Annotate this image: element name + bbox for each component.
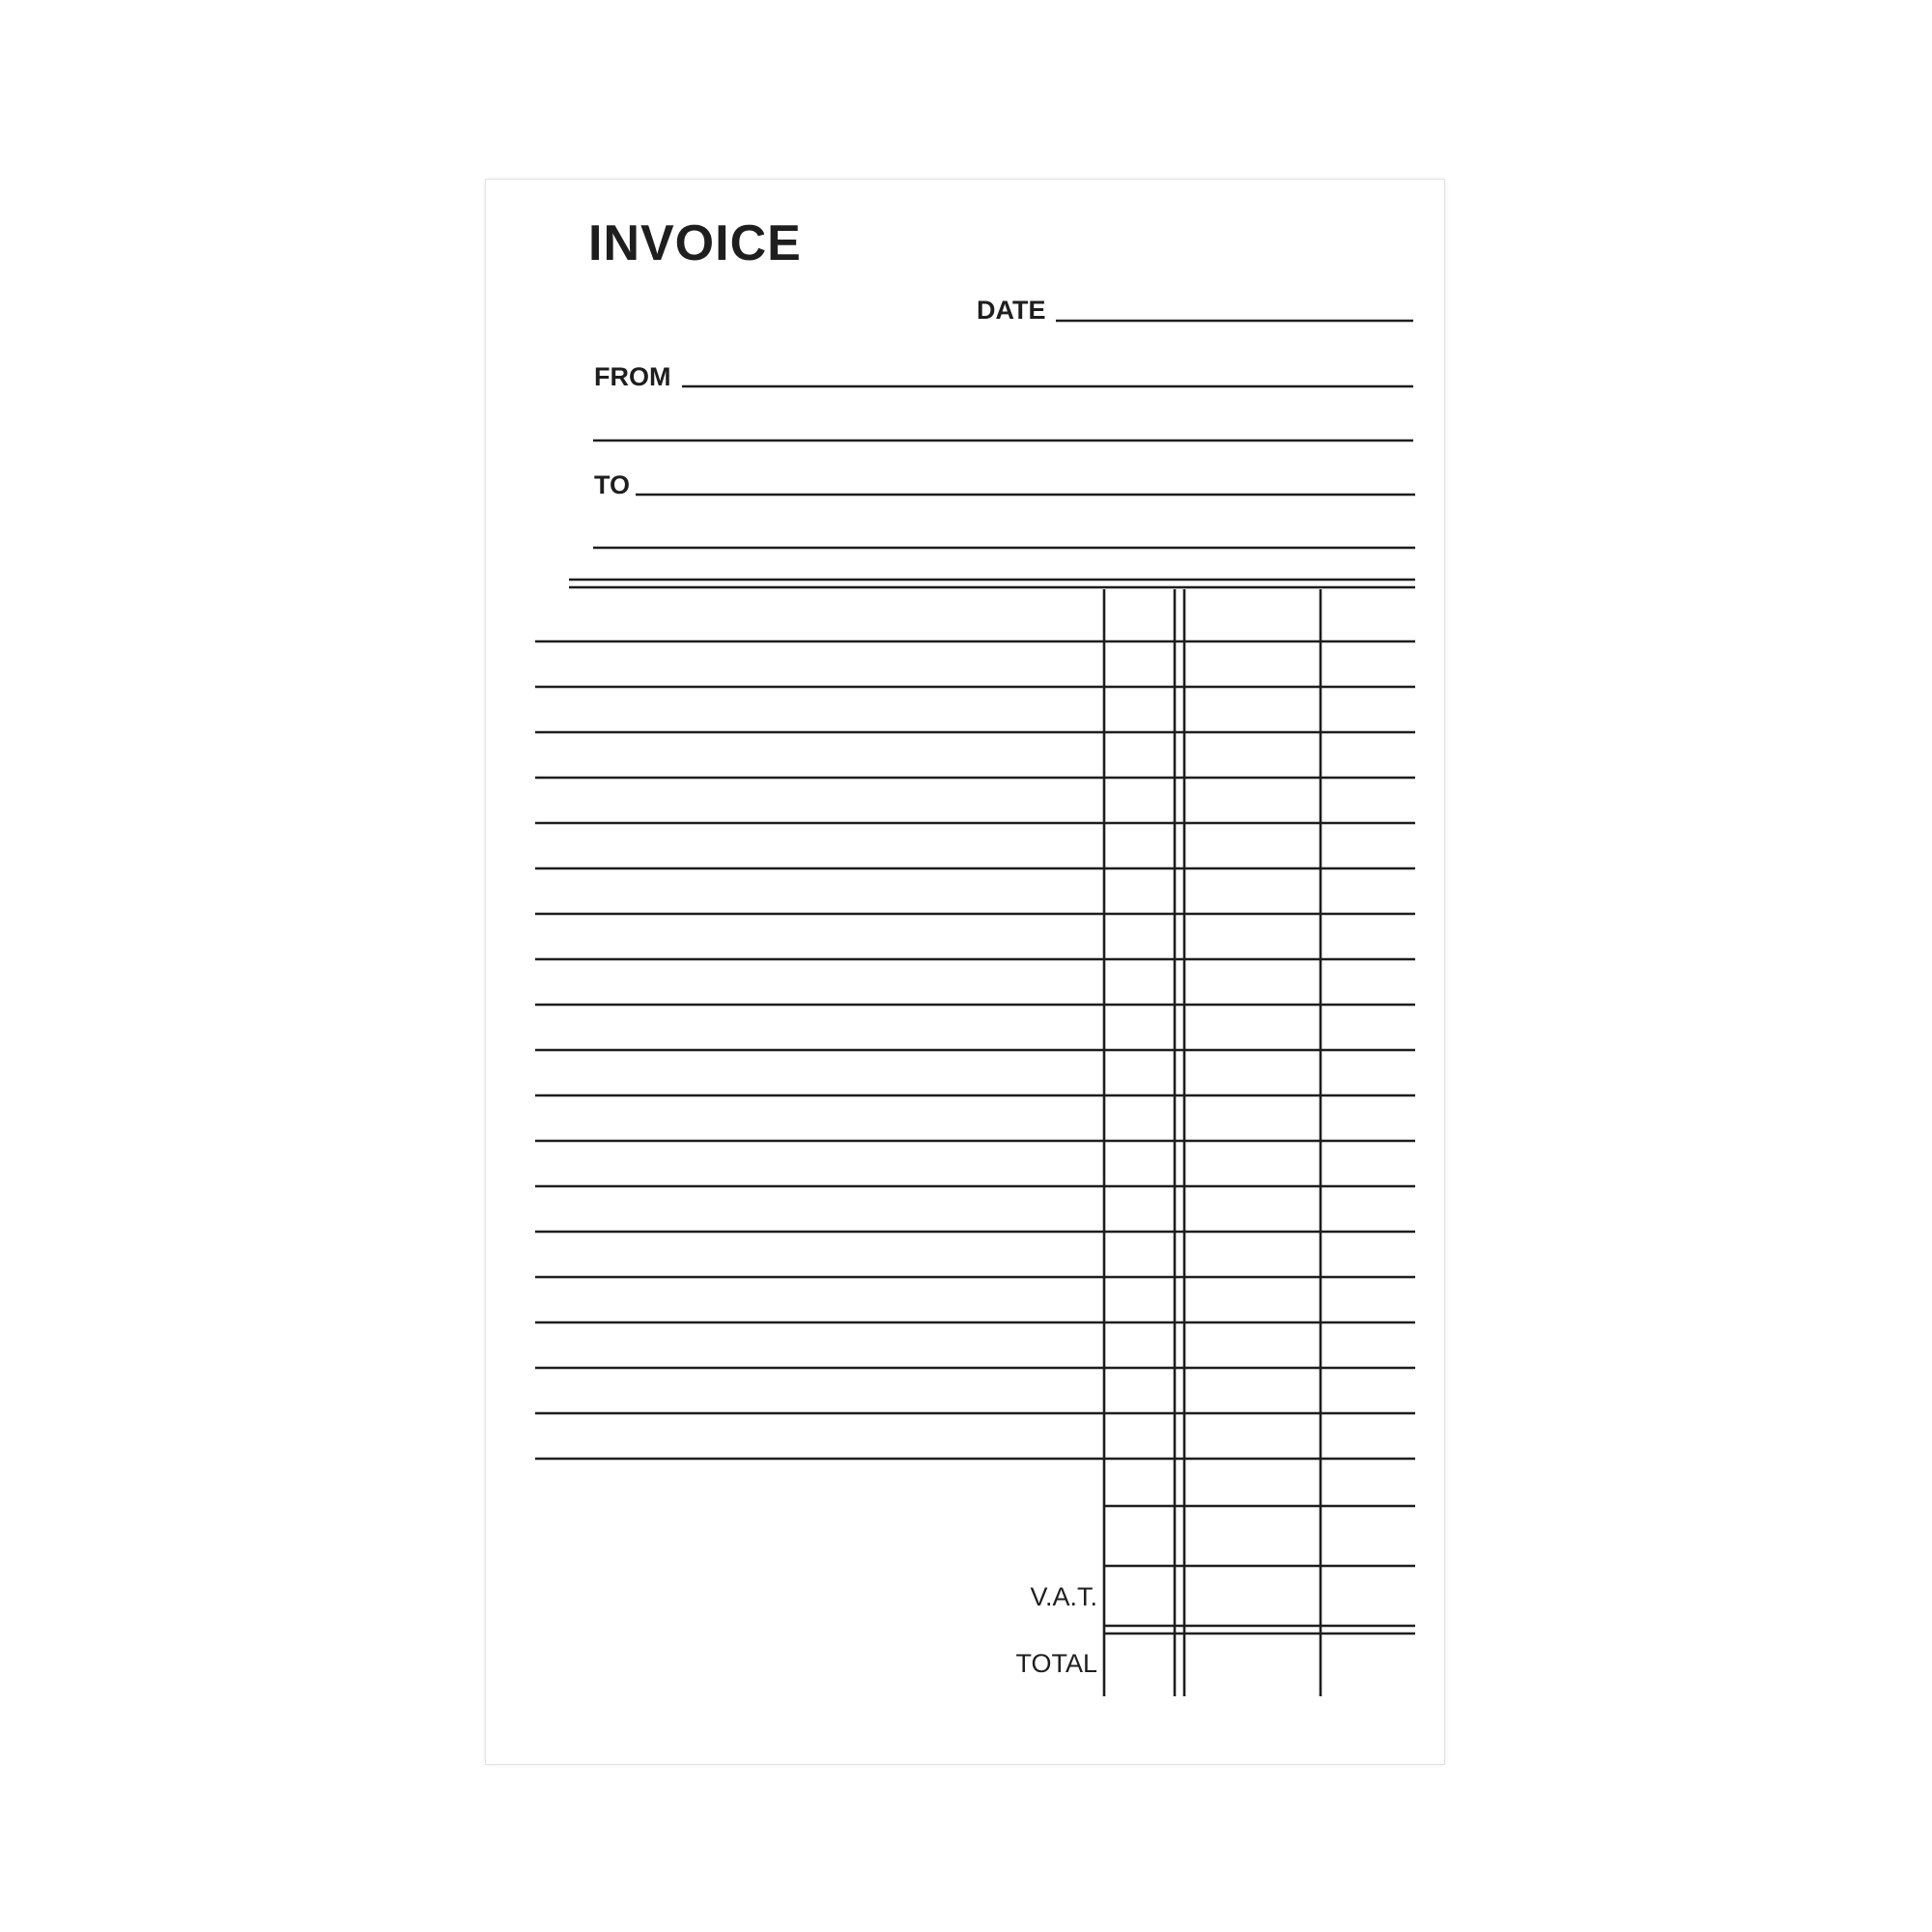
date-label: DATE (977, 296, 1046, 325)
invoice-sheet (486, 180, 1444, 1764)
invoice-title: INVOICE (588, 215, 802, 271)
total-label: TOTAL (1015, 1649, 1097, 1678)
from-label: FROM (594, 362, 671, 391)
to-label: TO (594, 470, 631, 499)
invoice-form-lines (486, 180, 1444, 1764)
item-row-lines (535, 641, 1415, 1459)
vat-label: V.A.T. (1030, 1582, 1097, 1611)
